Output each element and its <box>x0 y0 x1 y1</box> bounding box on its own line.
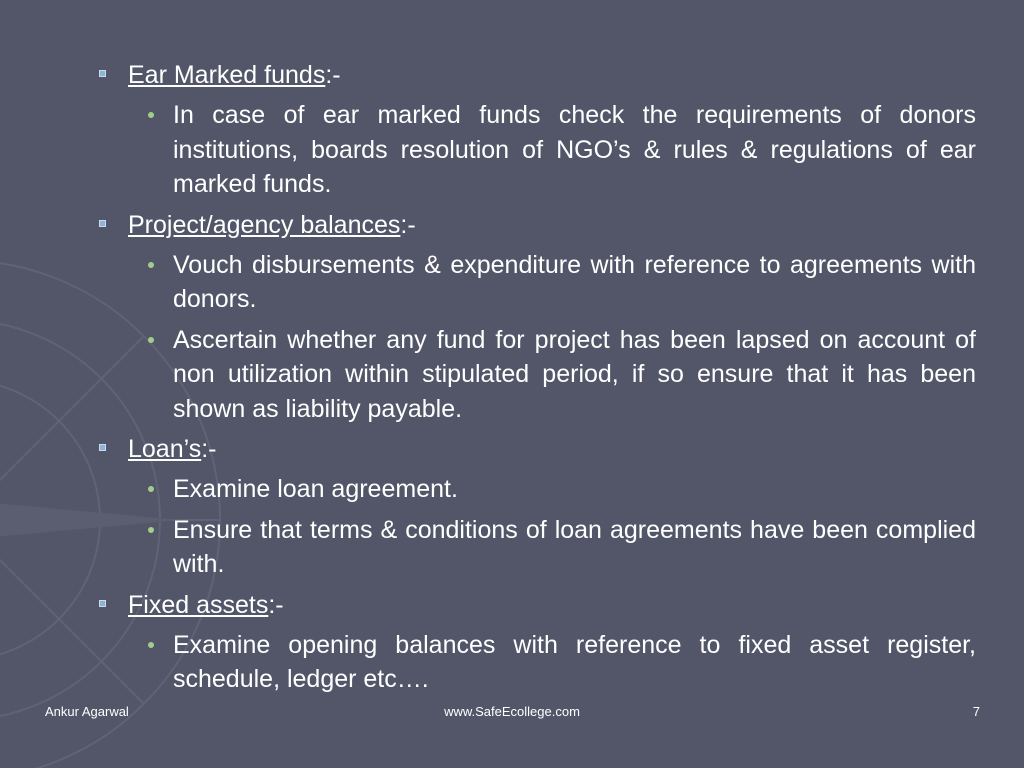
section-fixed-assets <box>96 588 976 697</box>
heading-label: Loan’s <box>128 435 202 463</box>
list-item <box>96 323 976 427</box>
section-project-agency-balances <box>96 208 976 427</box>
dot-bullet-icon <box>148 527 154 533</box>
heading-suffix: :- <box>268 590 284 619</box>
heading-suffix: :- <box>325 61 341 89</box>
heading-suffix: :- <box>201 435 217 463</box>
dot-bullet-icon <box>148 112 154 118</box>
footer-website: www.SafeEcollege.com <box>444 704 580 719</box>
heading-label: Project/agency balances <box>128 210 401 239</box>
section-heading <box>96 588 976 622</box>
list-item <box>96 472 976 507</box>
point-text: Ascertain whether any fund for project has been lapsed on account of non utilization within stipulated period, if so ensure that it has been shown as liability payable. <box>173 325 976 423</box>
page-number: 7 <box>972 704 980 719</box>
section-heading <box>96 432 976 466</box>
square-bullet-icon <box>99 444 106 451</box>
section-heading <box>96 58 976 92</box>
dot-bullet-icon <box>148 642 154 648</box>
square-bullet-icon <box>99 220 106 227</box>
slide-body <box>96 58 976 703</box>
heading-suffix: :- <box>400 210 416 239</box>
point-text: Examine opening balances with reference to fixed asset register, schedule, ledger etc…. <box>173 630 976 693</box>
footer-author: Ankur Agarwal <box>45 704 129 719</box>
dot-bullet-icon <box>148 486 154 492</box>
square-bullet-icon <box>99 600 106 607</box>
section-loans <box>96 432 976 582</box>
point-text: Examine loan agreement. <box>173 475 458 503</box>
section-heading <box>96 208 976 242</box>
point-text: Ensure that terms & conditions of loan agreements have been complied with. <box>173 515 976 578</box>
point-text: Vouch disbursements & expenditure with reference to agreements with donors. <box>173 250 976 313</box>
point-text: In case of ear marked funds check the requirements of donors institutions, boards resolution of NGO’s & rules & regulations of ear marked funds. <box>173 101 976 198</box>
section-ear-marked-funds <box>96 58 976 202</box>
list-item <box>96 248 976 317</box>
dot-bullet-icon <box>148 262 154 268</box>
square-bullet-icon <box>99 70 106 77</box>
list-item <box>96 628 976 697</box>
list-item <box>96 98 976 202</box>
dot-bullet-icon <box>148 337 154 343</box>
heading-label: Ear Marked funds <box>128 61 326 89</box>
heading-label: Fixed assets <box>128 590 269 619</box>
list-item <box>96 513 976 582</box>
